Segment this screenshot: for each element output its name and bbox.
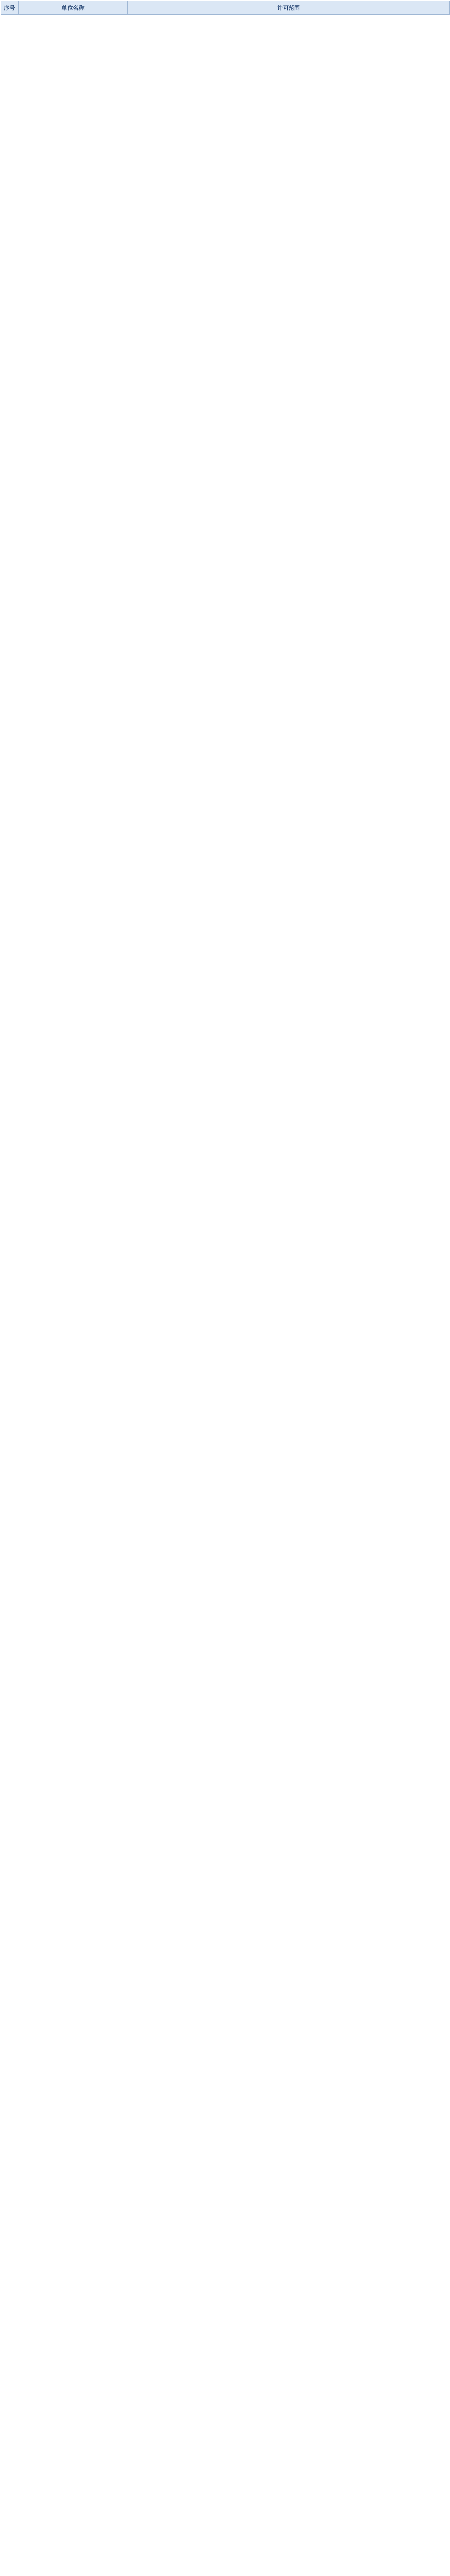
- table-header-row: [1, 1, 450, 15]
- license-table: [1, 1, 450, 15]
- header-license-scope: 许可范围: [128, 1, 450, 15]
- header-company-name: 单位名称: [19, 1, 128, 15]
- header-index: 序号: [1, 1, 19, 15]
